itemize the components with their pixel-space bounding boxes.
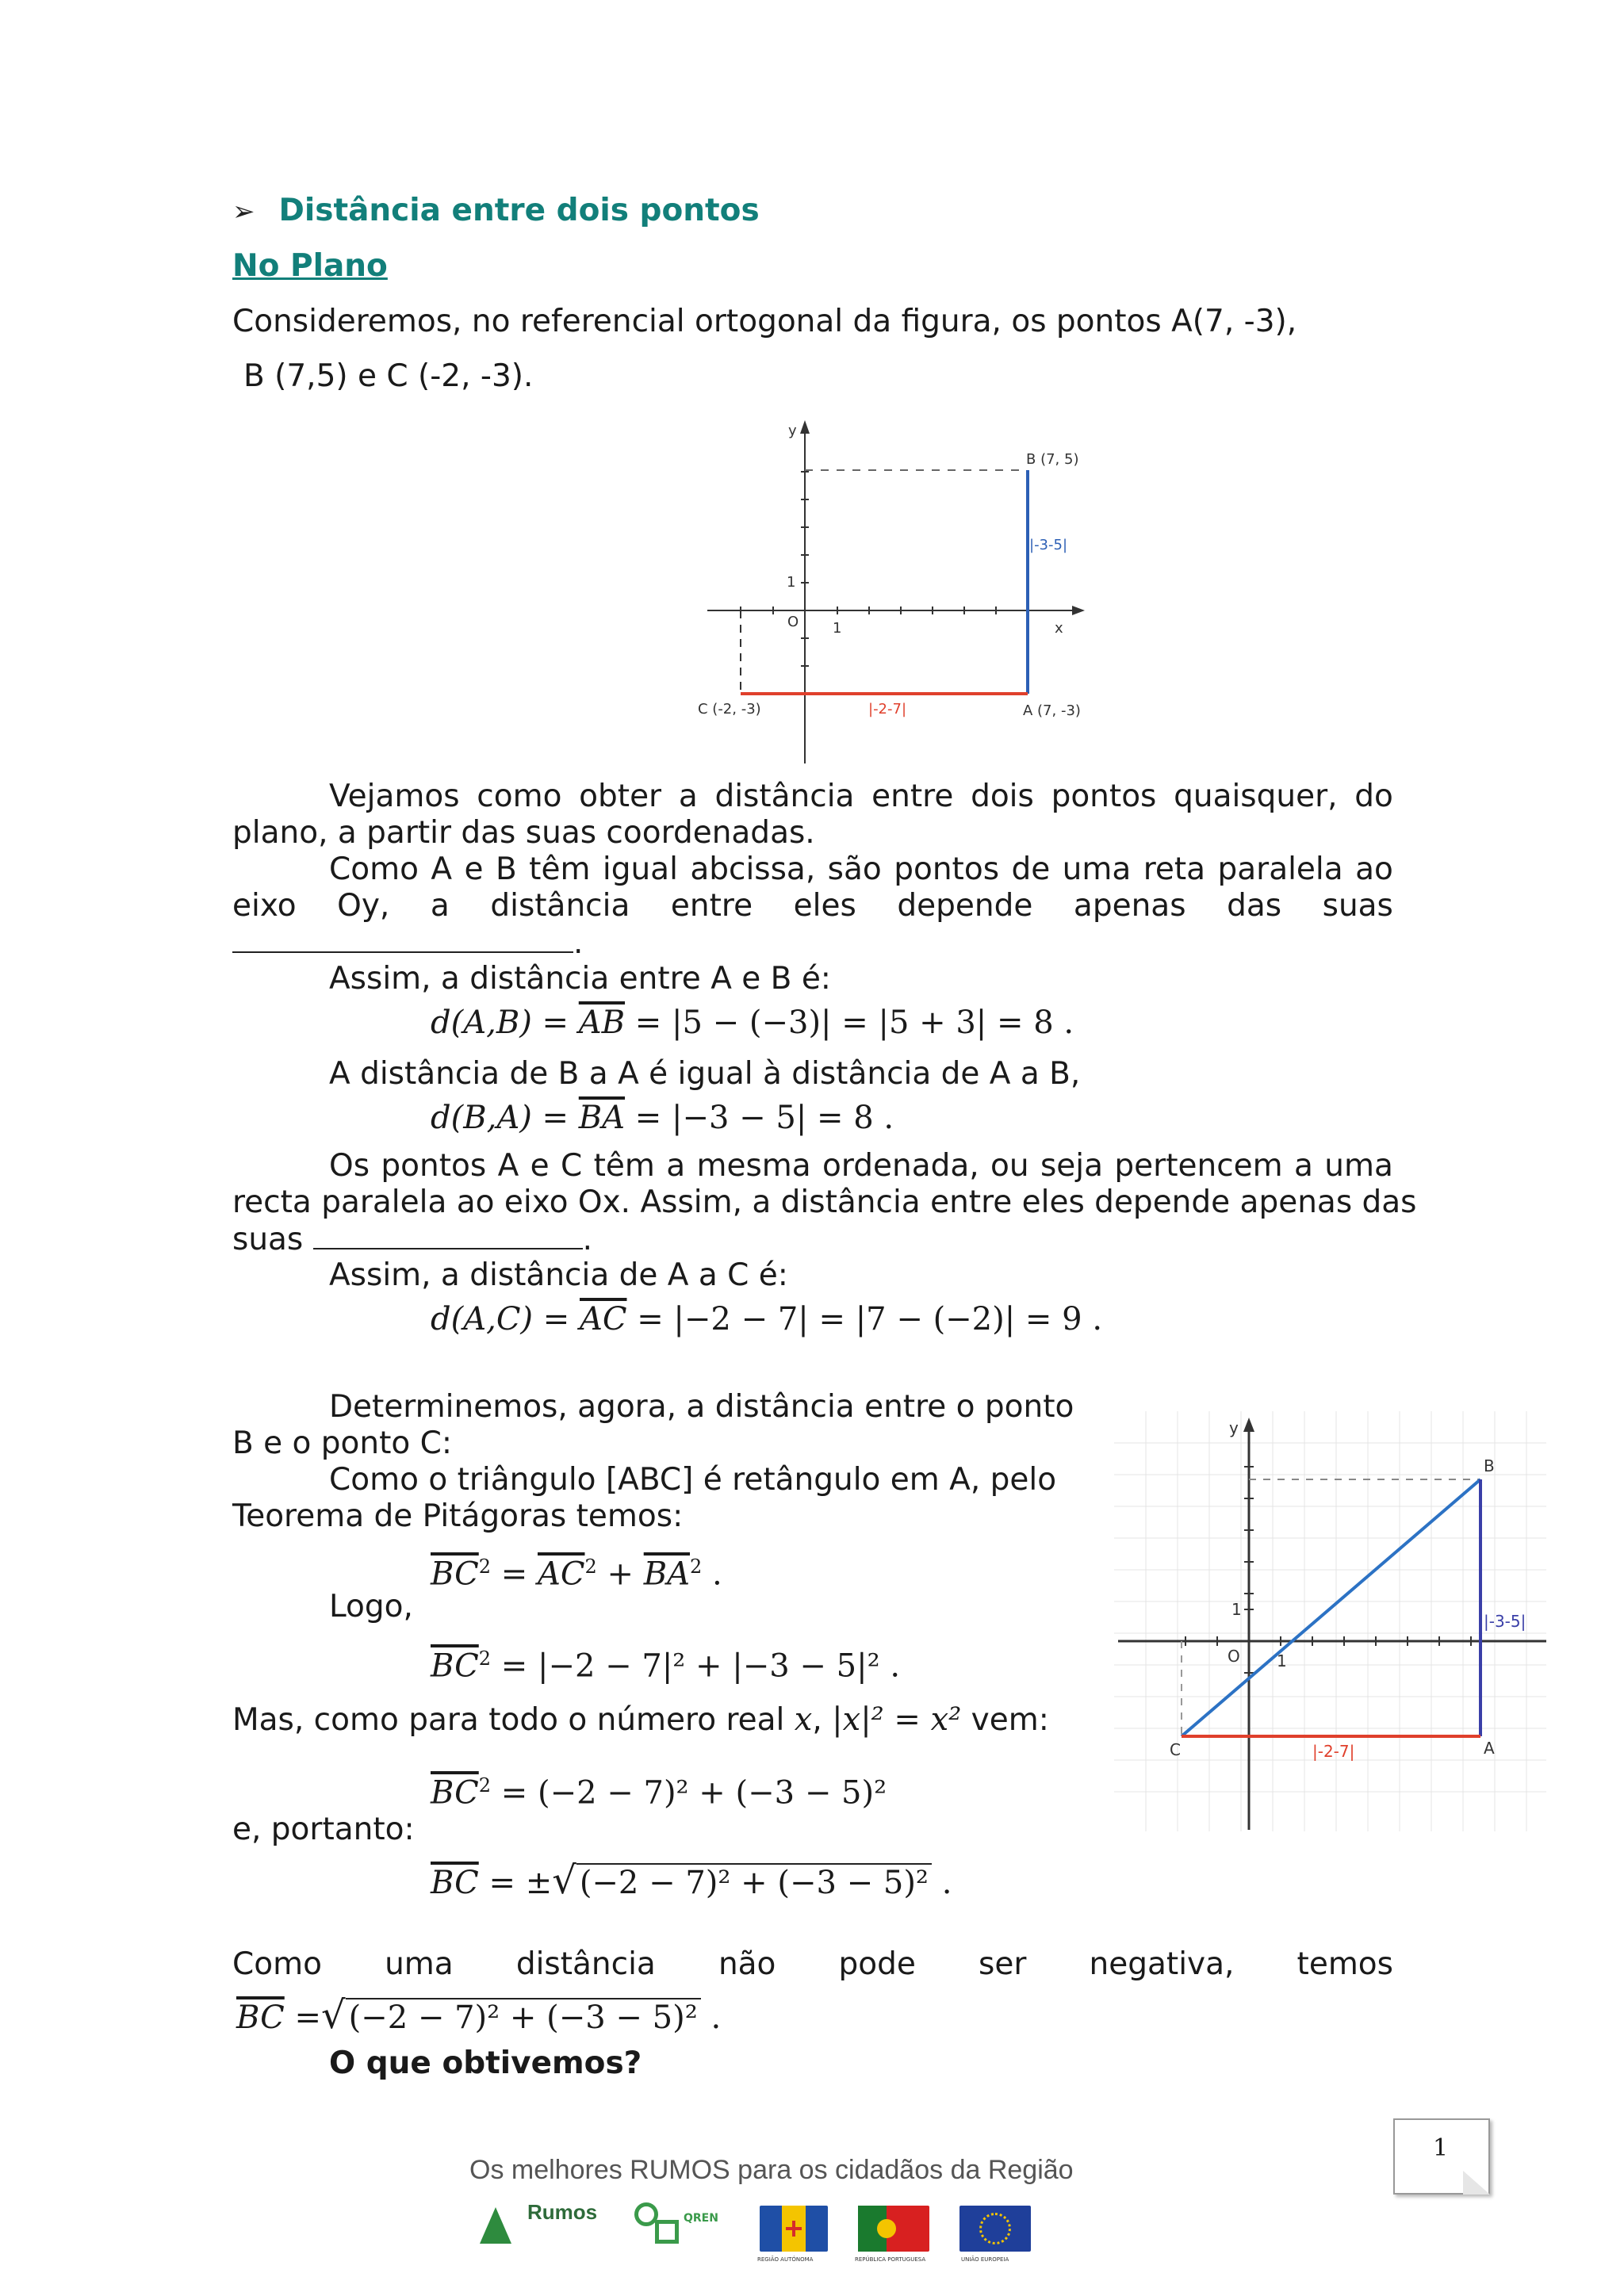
equation-3: [431, 1300, 1102, 1338]
word: negativa,: [1089, 1946, 1235, 1982]
page-number: 1: [1433, 2134, 1449, 2162]
x-axis-arrow-icon: [1072, 606, 1085, 615]
logo-line: Logo,: [329, 1589, 413, 1624]
word: a: [430, 888, 450, 924]
eq5-rest: = |−2 − 7|² + |−3 − 5|² .: [500, 1647, 901, 1685]
eq1-segment-ab: $\overline{AB}$: [578, 1004, 626, 1041]
page-corner-fold-icon: [1463, 2171, 1490, 2195]
word: entre: [871, 779, 954, 814]
axis-ticks: [741, 472, 996, 666]
word: A: [431, 851, 453, 887]
caption-region: REGIÃO AUTÓNOMA: [757, 2256, 814, 2263]
intro-line-1: Consideremos, no referencial ortogonal da figura, os pontos A(7, -3),: [232, 304, 1297, 339]
paragraph-2-line-2: [232, 888, 1393, 924]
word: pontos: [381, 1148, 487, 1184]
point-c-label: C (-2, -3): [698, 701, 761, 718]
paragraph-7-line-1: Determinemos, agora, a distância entre o ponto: [329, 1389, 1074, 1425]
p9-abs-identity: |x|² = x²: [832, 1701, 962, 1738]
bullet-arrow-icon: ➢: [232, 196, 255, 228]
eq3-segment-ac: $\overline{AC}$: [579, 1301, 627, 1337]
eq8-radicand: (−2 − 7)² + (−3 − 5)²: [346, 1998, 701, 2036]
p9-comma: ,: [812, 1702, 822, 1738]
eq8-equals: =: [294, 1999, 321, 2036]
eq4-end: .: [712, 1556, 722, 1593]
fill-in-blank[interactable]: [313, 1221, 583, 1249]
horizontal-length-label: |-2-7|: [1312, 1742, 1355, 1761]
paragraph-1-line-2: plano, a partir das suas coordenadas.: [232, 815, 815, 851]
word: apenas: [1073, 888, 1186, 924]
sqrt-icon: √: [320, 1993, 346, 2038]
word: eixo: [232, 888, 297, 924]
eq6-bc: $\overline{BC}$: [431, 1774, 479, 1812]
eq8-bc: $\overline{BC}$: [236, 1999, 285, 2036]
eq7-bc: $\overline{BC}$: [431, 1865, 479, 1901]
word: distância: [714, 779, 855, 814]
eq1-lhs: d(A,B): [431, 1004, 532, 1041]
paragraph-5-line-3: suas .: [232, 1222, 593, 1257]
word: ao: [1355, 851, 1393, 887]
word: seja: [1040, 1148, 1104, 1184]
paragraph-3: Assim, a distância entre A e B é:: [329, 961, 831, 997]
paragraph-2-line-1: [329, 851, 1393, 888]
qren-logo-text: QREN: [684, 2212, 718, 2225]
paragraph-7-line-2: B e o ponto C:: [232, 1425, 453, 1461]
portugal-flag-icon: [858, 2206, 929, 2252]
section-heading: [232, 193, 760, 228]
word: temos: [1297, 1946, 1393, 1982]
word: Como: [329, 851, 419, 887]
word: quaisquer,: [1174, 779, 1338, 814]
caption-republic: REPÚBLICA PORTUGUESA: [855, 2256, 926, 2263]
eq3-equals: =: [542, 1301, 570, 1337]
word: eles: [793, 888, 856, 924]
equation-2: [431, 1099, 894, 1137]
word: dois: [971, 779, 1034, 814]
word: suas: [232, 1222, 304, 1257]
eq1-rest: = |5 − (−3)| = |5 + 3| = 8 .: [634, 1004, 1074, 1041]
eq4-plus: +: [607, 1556, 634, 1593]
word: depende: [897, 888, 1033, 924]
eq4-ac: $\overline{AC}$: [537, 1556, 585, 1593]
word: têm: [529, 851, 591, 887]
page-number-box: [1393, 2118, 1490, 2195]
eq4-ba: $\overline{BA}$: [643, 1556, 690, 1593]
word: pertencem: [1114, 1148, 1283, 1184]
vertical-length-label: |-3-5|: [1484, 1612, 1526, 1631]
qren-logo-icon: [634, 2202, 682, 2248]
word: C: [560, 1148, 583, 1184]
word: A: [497, 1148, 519, 1184]
paragraph-1-line-1: [329, 779, 1393, 815]
word: Vejamos: [329, 779, 460, 814]
eq2-lhs: d(B,A): [431, 1100, 532, 1136]
eq2-rest: = |−3 − 5| = 8 .: [634, 1100, 894, 1136]
question-line: O que obtivemos?: [329, 2045, 642, 2081]
point-b-label: B: [1484, 1456, 1495, 1475]
word: entre: [670, 888, 753, 924]
word: uma: [1324, 1148, 1393, 1184]
caption-eu: UNIÃO EUROPEIA: [961, 2256, 1009, 2263]
one-x-label: 1: [1277, 1651, 1287, 1670]
word: a: [1293, 1148, 1313, 1184]
madeira-flag-icon: [760, 2206, 828, 2252]
blank-line-1: .: [232, 924, 583, 962]
word: pontos: [1051, 779, 1157, 814]
word: B: [495, 851, 517, 887]
eq4-bc: $\overline{BC}$: [431, 1556, 479, 1593]
coordinate-figure-2: [1114, 1411, 1546, 1831]
point-c-label: C: [1170, 1740, 1181, 1759]
horizontal-length-label: |-2-7|: [868, 701, 907, 718]
word: têm: [593, 1148, 655, 1184]
paragraph-6: Assim, a distância de A a C é:: [329, 1257, 788, 1293]
portanto-line: e, portanto:: [232, 1812, 415, 1847]
equation-5: $\overline{BC}^2 = |-2 - 7|^2 + |-3 - 5|^2$ .: [431, 1647, 901, 1685]
word: igual: [602, 851, 678, 887]
word: pontos: [894, 851, 1000, 887]
word: uma: [1062, 851, 1132, 887]
paragraph-9: [232, 1701, 1049, 1739]
paragraph-10: [232, 1946, 1393, 1983]
origin-label: O: [1228, 1647, 1240, 1666]
word: das: [1227, 888, 1282, 924]
equation-1: [431, 1004, 1074, 1042]
y-label: y: [1229, 1418, 1239, 1437]
footer-slogan: Os melhores RUMOS para os cidadãos da Região: [469, 2155, 1074, 2185]
one-y-label: 1: [1231, 1600, 1242, 1619]
equation-8: [236, 1993, 722, 2038]
p9-x: x: [794, 1701, 813, 1738]
word: uma: [385, 1946, 454, 1982]
point-a-label: A: [1484, 1739, 1495, 1758]
word: do: [1354, 779, 1393, 814]
y-axis-arrow-icon: [800, 420, 810, 434]
fill-in-blank[interactable]: [232, 924, 573, 953]
eq3-rest: = |−2 − 7| = |7 − (−2)| = 9 .: [637, 1301, 1103, 1337]
word: Como: [232, 1946, 322, 1982]
eq6-rest: = (−2 − 7)² + (−3 − 5)²: [500, 1774, 887, 1812]
word: ordenada,: [822, 1148, 979, 1184]
word: como: [477, 779, 562, 814]
word: reta: [1143, 851, 1206, 887]
word: Os: [329, 1148, 370, 1184]
eq2-equals: =: [542, 1100, 569, 1136]
word: abcissa,: [690, 851, 816, 887]
word: ou: [990, 1148, 1029, 1184]
equation-4: $\overline{BC}^2 = \overline{AC}^2 + \overline{BA}^2$ .: [431, 1556, 722, 1593]
word: e: [530, 1148, 550, 1184]
eq7-end: .: [941, 1865, 952, 1901]
paragraph-5-line-1: [329, 1148, 1393, 1184]
intro-line-2: B (7,5) e C (-2, -3).: [243, 358, 534, 394]
one-x-label: 1: [833, 620, 842, 637]
word: obter: [579, 779, 662, 814]
word: de: [1011, 851, 1051, 887]
eq4-equals: =: [500, 1556, 528, 1593]
eq3-lhs: d(A,C): [431, 1301, 534, 1337]
point-a-label: A (7, -3): [1023, 702, 1081, 719]
eq7-radicand: (−2 − 7)² + (−3 − 5)²: [576, 1863, 932, 1901]
eq2-segment-ba: $\overline{BA}$: [578, 1100, 626, 1136]
p9-post: vem:: [971, 1702, 1049, 1738]
rumos-logo-text: Rumos: [527, 2200, 598, 2224]
origin-label: O: [787, 614, 799, 630]
point-b-label: B (7, 5): [1026, 451, 1079, 468]
word: ser: [979, 1946, 1027, 1982]
word: são: [827, 851, 882, 887]
word: distância: [490, 888, 630, 924]
equation-6: $\overline{BC}^2 = (-2 - 7)^2 + (-3 - 5)^2$: [431, 1774, 887, 1812]
word: e: [464, 851, 484, 887]
equation-7: [431, 1858, 952, 1903]
eq1-equals: =: [542, 1004, 569, 1041]
word: a: [678, 779, 698, 814]
word: distância: [515, 1946, 656, 1982]
word: Oy,: [337, 888, 390, 924]
eq5-bc: $\overline{BC}$: [431, 1647, 479, 1685]
eq7-plus-minus: = ±: [488, 1865, 553, 1901]
word: não: [718, 1946, 776, 1982]
section-title: Distância entre dois pontos: [278, 193, 760, 228]
eu-flag-icon: [959, 2206, 1031, 2252]
word: a: [666, 1148, 686, 1184]
paragraph-8-line-2: Teorema de Pitágoras temos:: [232, 1498, 684, 1534]
one-y-label: 1: [787, 574, 796, 591]
coordinate-figure-1: [698, 416, 1102, 765]
paragraph-4: A distância de B a A é igual à distância de A a B,: [329, 1056, 1081, 1092]
y-label: y: [788, 423, 797, 439]
x-label: x: [1055, 620, 1063, 637]
paragraph-5-line-2: recta paralela ao eixo Ox. Assim, a distância entre eles depende apenas das: [232, 1184, 1417, 1220]
vertical-length-label: |-3-5|: [1029, 537, 1068, 553]
paragraph-8-line-1: Como o triângulo [ABC] é retângulo em A, pelo: [329, 1462, 1057, 1498]
section-subtitle: No Plano: [232, 248, 388, 284]
p9-pre: Mas, como para todo o número real: [232, 1702, 785, 1738]
word: mesma: [696, 1148, 811, 1184]
word: pode: [838, 1946, 916, 1982]
word: paralela: [1217, 851, 1343, 887]
word: suas: [1322, 888, 1393, 924]
sqrt-icon: √: [552, 1858, 576, 1903]
eq8-end: .: [710, 1999, 722, 2036]
